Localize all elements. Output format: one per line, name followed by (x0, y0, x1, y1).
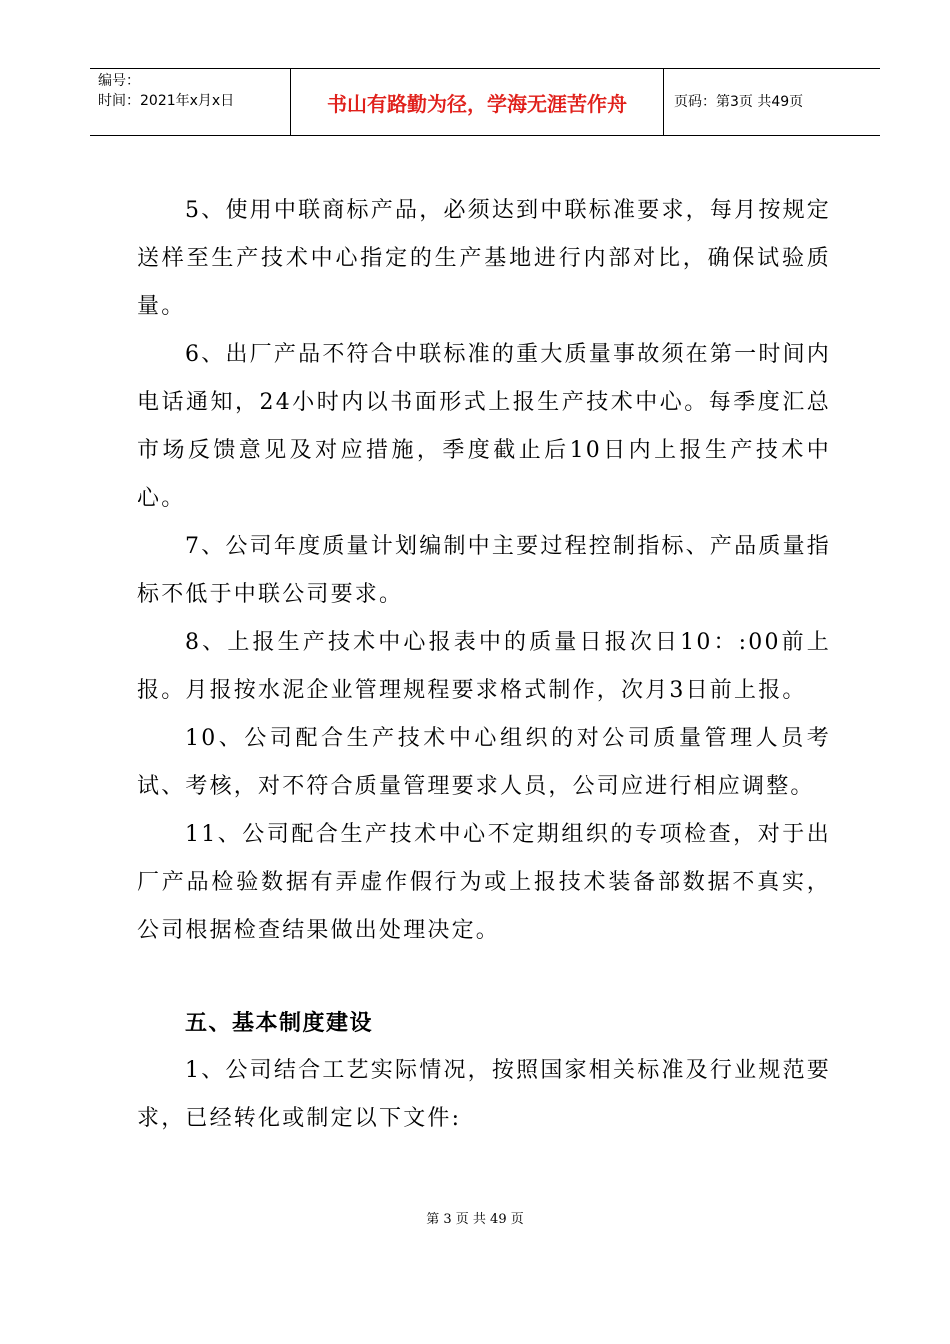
header-page-cell (664, 69, 880, 135)
paragraph: 6、出厂产品不符合中联标准的重大质量事故须在第一时间内电话通知，24小时内以书面形式上报生产技术中心。每季度汇总市场反馈意见及对应措施，季度截止后10日内上报生产技术中心。 (137, 342, 831, 511)
section-paragraph: 1、公司结合工艺实际情况，按照国家相关标准及行业规范要求，已经转化或制定以下文件: (137, 1058, 831, 1131)
paragraph: 5、使用中联商标产品，必须达到中联标准要求，每月按规定送样至生产技术中心指定的生产基地进行内部对比，确保试验质量。 (137, 198, 831, 319)
paragraph: 8、上报生产技术中心报表中的质量日报次日10：:00前上报。月报按水泥企业管理规程要求格式制作，次月3日前上报。 (137, 630, 831, 703)
time-line: 时间：2021年x月x日 (98, 93, 235, 109)
document-body (137, 187, 831, 1143)
document-header (90, 68, 880, 136)
header-motto-cell (290, 69, 664, 135)
paragraph: 10、公司配合生产技术中心组织的对公司质量管理人员考试、考核，对不符合质量管理要求人员，公司应进行相应调整。 (137, 726, 831, 799)
section-heading: 五、基本制度建设 (185, 1010, 374, 1036)
page-info: 页码：第3页 共49页 (674, 94, 804, 110)
paragraph: 7、公司年度质量计划编制中主要过程控制指标、产品质量指标不低于中联公司要求。 (137, 534, 831, 607)
header-meta-cell (90, 69, 290, 135)
code-label: 编号： (98, 73, 140, 89)
motto: 书山有路勤为径，学海无涯苦作舟 (327, 92, 627, 116)
page-footer: 第 3 页 共 49 页 (426, 1212, 524, 1227)
paragraph: 11、公司配合生产技术中心不定期组织的专项检查，对于出厂产品检验数据有弄虚作假行为或上报技术装备部数据不真实，公司根据检查结果做出处理决定。 (137, 822, 831, 943)
